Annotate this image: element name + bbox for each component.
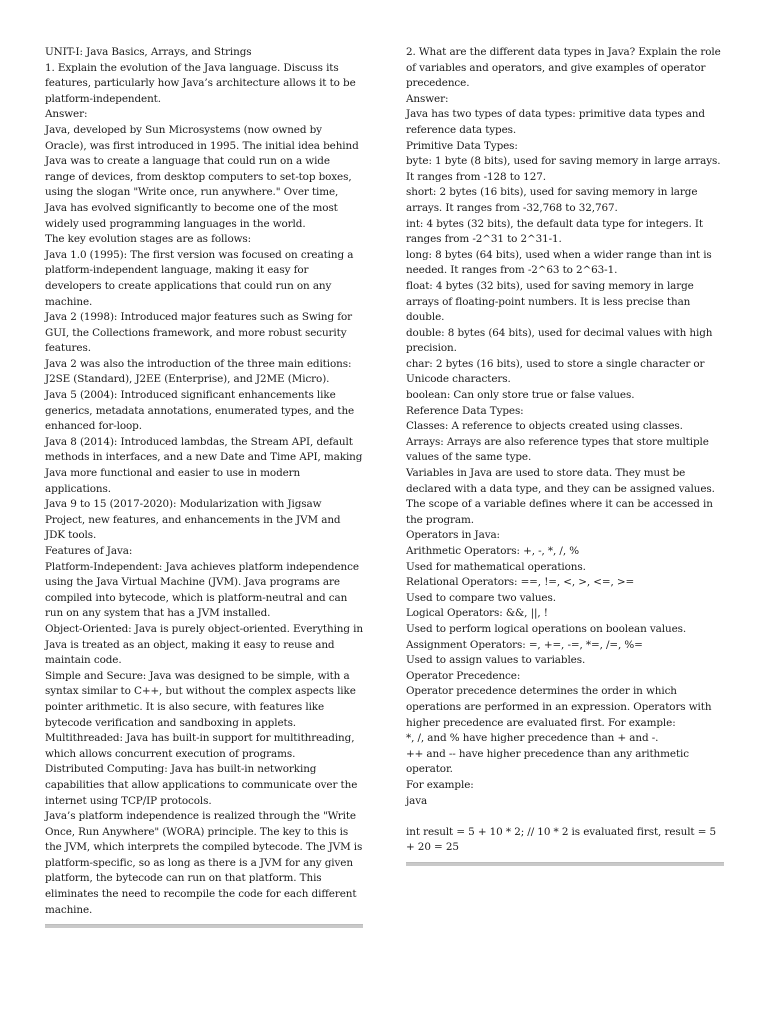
paragraph: Operator precedence determines the order in which operations are performed in an expression. Operators with higher precedence are evaluated first. For example: [406,685,712,729]
paragraph: char: 2 bytes (16 bits), used to store a single character or Unicode characters. [406,357,705,386]
paragraph: int: 4 bytes (32 bits), the default data type for integers. It ranges from -2^31 to 2^31-1. [406,217,703,246]
paragraph: Java 1.0 (1995): The first version was focused on creating a platform-independent language, making it easy for developers to create applications that could run on any machine. [45,248,354,308]
paragraph: byte: 1 byte (8 bits), used for saving memory in large arrays. It ranges from -128 to 127. [406,155,721,183]
paragraph: Java 8 (2014): Introduced lambdas, the Stream API, default methods in interfaces, and a new Date and Time API, making Java more functional and easier to use in modern applications. [45,435,363,495]
paragraph: Java’s platform independence is realized through the "Write Once, Run Anywhere" (WORA) principle. The key to this is the JVM, which interprets the compiled bytecode. The JVM is platform-specific, so as long as there is a JVM for any given platform, the bytecode can run on that platform. This eliminates the need to recompile the code for each different machine. [45,810,363,916]
unit-heading: UNIT-I: Java Basics, Arrays, and Strings [45,46,252,58]
paragraph: Object-Oriented: Java is purely object-oriented. Everything in Java is treated as an object, making it easy to reuse and maintain code. [45,622,363,667]
blank-line [406,809,724,825]
paragraph: Java has two types of data types: primitive data types and reference data types. [406,108,705,136]
paragraph: float: 4 bytes (32 bits), used for saving memory in large arrays of floating-point numbers. It is less precise than double. [406,279,694,324]
answer-label: Answer: [406,92,449,105]
paragraph: Variables in Java are used to store data. They must be declared with a data type, and they can be assigned values. The scope of a variable defines where it can be accessed in the program. [406,467,715,526]
code-line: int result = 5 + 10 * 2; // 10 * 2 is evaluated first, result = 5 + 20 = 25 [406,825,717,854]
section-heading: Operators in Java: [406,529,500,542]
section-divider [406,862,724,866]
answer-label: Answer: [45,108,88,121]
paragraph: Logical Operators: &&, ||, ! [406,607,548,620]
question-1: 1. Explain the evolution of the Java language. Discuss its features, particularly how Java’s architecture allows it to be platform-independent. [45,61,356,105]
paragraph: Simple and Secure: Java was designed to be simple, with a syntax similar to C++, but without the complex aspects like pointer arithmetic. It is also secure, with features like bytecode verification and sandboxing in applets. [45,669,356,729]
section-heading: Reference Data Types: [406,404,524,417]
paragraph: Arrays: Arrays are also reference types that store multiple values of the same type. [406,435,709,464]
paragraph: Java 9 to 15 (2017-2020): Modularization with Jigsaw Project, new features, and enhancements in the JVM and JDK tools. [45,498,341,542]
paragraph: double: 8 bytes (64 bits), used for decimal values with high precision. [406,326,713,355]
paragraph: boolean: Can only store true or false values. [406,389,635,402]
paragraph: Used for mathematical operations. [406,560,586,573]
section-heading: Operator Precedence: [406,669,521,682]
right-column [406,45,724,866]
paragraph: Used to perform logical operations on boolean values. [406,622,687,635]
paragraph: Arithmetic Operators: +, -, *, /, % [406,545,580,557]
section-divider [45,924,363,928]
question-2: 2. What are the different data types in Java? Explain the role of variables and operators, and give examples of operator precedence. [406,46,721,90]
paragraph: Platform-Independent: Java achieves platform independence using the Java Virtual Machine (JVM). Java programs are compiled into bytecode, which is platform-neutral and can run on any system that has a JVM installed. [45,560,359,620]
code-language-label: java [406,794,428,807]
paragraph: long: 8 bytes (64 bits), used when a wider range than int is needed. It ranges from -2^63 to 2^63-1. [406,248,712,277]
paragraph: Java 2 (1998): Introduced major features such as Swing for GUI, the Collections framework, and more robust security features. [45,311,352,355]
paragraph: Java, developed by Sun Microsystems (now owned by Oracle), was first introduced in 1995. The initial idea behind Java was to create a language that could run on a wide range of devices, from desktop computers to set-top boxes, using the slogan "Write once, run anywhere." Over time, Java has evolved significantly to become one of the most widely used programming languages in the world. [45,123,359,230]
paragraph: Distributed Computing: Java has built-in networking capabilities that allow applications to communicate over the internet using TCP/IP protocols. [45,763,358,807]
paragraph: short: 2 bytes (16 bits), used for saving memory in large arrays. It ranges from -32,768 to 32,767. [406,186,698,214]
paragraph: Assignment Operators: =, +=, -=, *=, /=, %= [406,638,643,651]
paragraph: Java 5 (2004): Introduced significant enhancements like generics, metadata annotations, enumerated types, and the enhanced for-loop. [45,389,355,433]
paragraph: ++ and -- have higher precedence than any arithmetic operator. [406,747,689,776]
paragraph: Multithreaded: Java has built-in support for multithreading, which allows concurrent execution of programs. [45,732,355,760]
paragraph: Used to compare two values. [406,591,556,604]
section-heading: Primitive Data Types: [406,139,518,152]
section-heading: Features of Java: [45,545,133,557]
paragraph: Used to assign values to variables. [406,654,586,667]
paragraph: *, /, and % have higher precedence than + and -. [406,732,659,745]
paragraph: For example: [406,778,474,791]
left-column [45,45,363,928]
paragraph: Java 2 was also the introduction of the three main editions: J2SE (Standard), J2EE (Enterprise), and J2ME (Micro). [45,357,352,386]
paragraph: The key evolution stages are as follows: [45,233,252,246]
paragraph: Relational Operators: ==, !=, <, >, <=, >= [406,576,635,589]
paragraph: Classes: A reference to objects created using classes. [406,420,683,433]
